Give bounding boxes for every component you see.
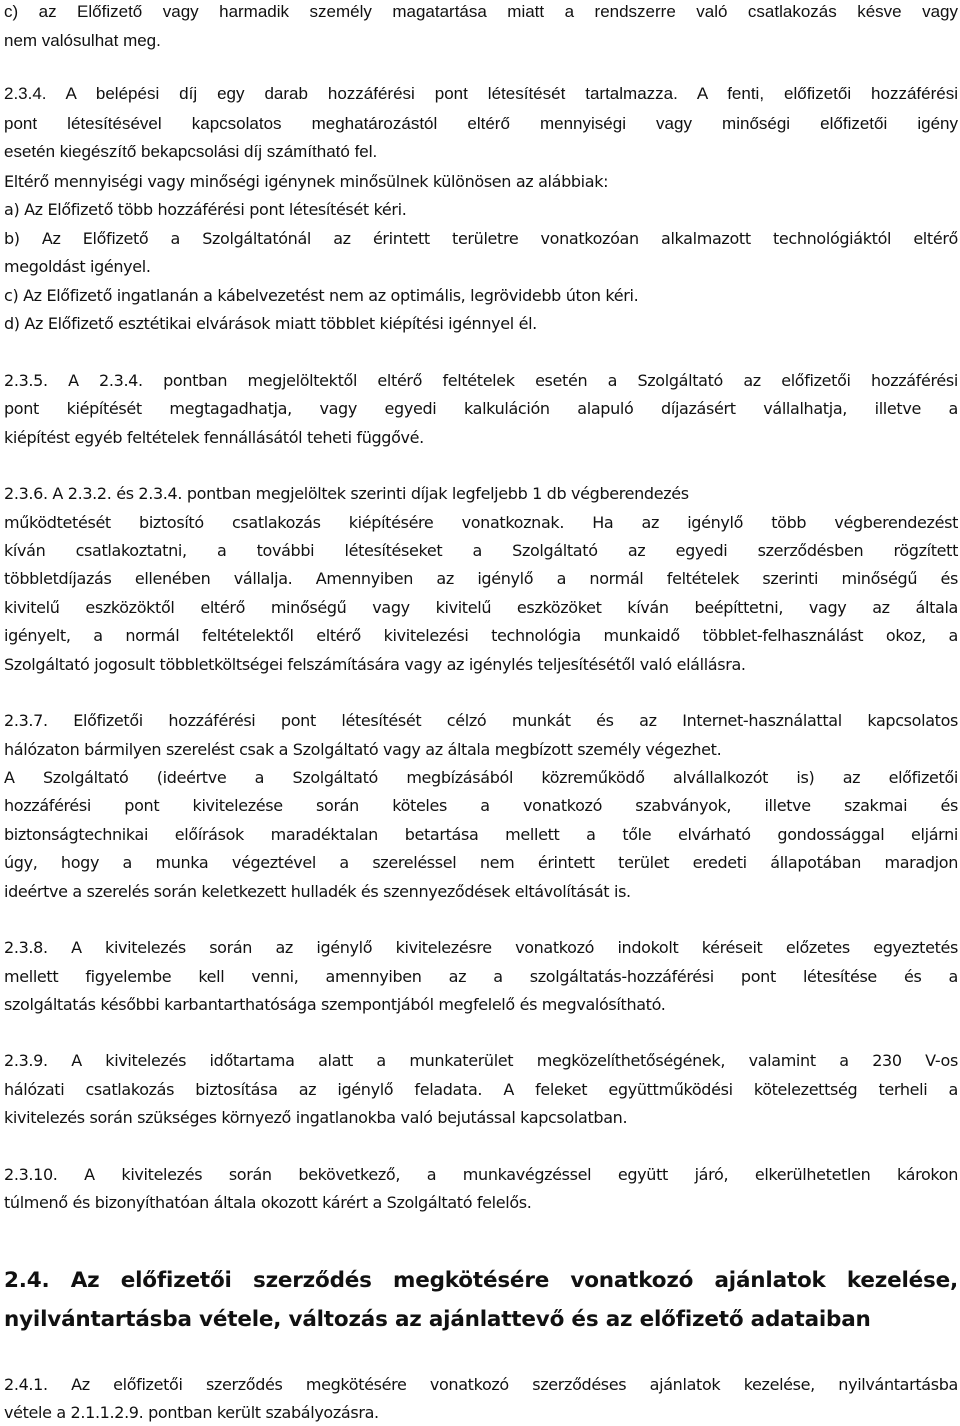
text-line: Szolgáltató jogosult többletköltségei felszámítására vagy az igénylés teljesítésétől való elállásra. (4, 655, 746, 674)
paragraph-2-3-8-line: 2.3.8. A kivitelezés során az igénylő kivitelezésre vonatkozó indokolt kéréseit előzetes egyeztetés (4, 938, 958, 957)
text-line: pont létesítésével kapcsolatos meghatározástól eltérő mennyiségi vagy minőségi előfizetői igény (4, 114, 958, 133)
text-line: kivitelezés során szükséges környező ingatlanokba való bejutással kapcsolatban. (4, 1108, 628, 1127)
text-line: többletdíjazás ellenében vállalja. Amennyiben az igénylő a normál feltételek szerinti minőségű és (4, 569, 958, 588)
text-line: túlmenő és bizonyíthatóan általa okozott kárért a Szolgáltató felelős. (4, 1193, 532, 1212)
paragraph-2-3-5-line: 2.3.5. A 2.3.4. pontban megjelöltektől eltérő feltételek esetén a Szolgáltató az előfizetői hozzáférési (4, 371, 958, 390)
paragraph-2-3-9-line: 2.3.9. A kivitelezés időtartama alatt a munkaterület megközelíthetőségének, valamint a 230 V-os (4, 1051, 958, 1070)
text-line: szolgáltatás későbbi karbantarthatósága szempontjából megfelelő és megvalósítható. (4, 995, 666, 1014)
list-item-c: c) Az Előfizető ingatlanán a kábelvezetést nem az optimális, legrövidebb úton kéri. (4, 286, 639, 305)
paragraph-2-4-1-line: 2.4.1. Az előfizetői szerződés megkötésére vonatkozó szerződéses ajánlatok kezelése, nyilvántartásba (4, 1375, 958, 1394)
text-line: kíván csatlakoztatni, a további létesítéseket a Szolgáltató az egyedi szerződésben rögzített (4, 541, 958, 560)
text-line: mellett figyelembe kell venni, amennyiben az a szolgáltatás-hozzáférési pont létesítése és a (4, 967, 958, 986)
text-line: megoldást igényel. (4, 257, 151, 276)
paragraph-2-3-10-line: 2.3.10. A kivitelezés során bekövetkező, a munkavégzéssel együtt járó, elkerülhetetlen károkon (4, 1165, 958, 1184)
list-item-d: d) Az Előfizető esztétikai elvárások miatt többlet kiépítési igénnyel él. (4, 314, 537, 333)
text-line: nem valósulhat meg. (4, 31, 161, 50)
text-line: kivitelű eszközöktől eltérő minőségű vagy kivitelű eszközöket kíván beépíttetni, vagy az általa (4, 598, 958, 617)
text-line: ideértve a szerelés során keletkezett hulladék és szennyeződések eltávolítását is. (4, 882, 631, 901)
text-line: pont kiépítését megtagadhatja, vagy egyedi kalkuláción alapuló díjazásért vállalhatja, illetve a (4, 399, 958, 418)
list-item-b: b) Az Előfizető a Szolgáltatónál az érintett területre vonatkozóan alkalmazott technológiáktól eltérő (4, 229, 958, 248)
text-line: esetén kiegészítő bekapcsolási díj számítható fel. (4, 142, 378, 161)
text-line: hálózaton bármilyen szerelést csak a Szolgáltató vagy az általa megbízott személy végezhet. (4, 740, 722, 759)
paragraph-2-3-7-line: 2.3.7. Előfizetői hozzáférési pont létesítését célzó munkát és az Internet-használattal kapcsolatos (4, 711, 958, 730)
paragraph-2-3-6-line: 2.3.6. A 2.3.2. és 2.3.4. pontban megjelöltek szerinti díjak legfeljebb 1 db végberendezés (4, 484, 689, 503)
text-line: vétele a 2.1.1.2.9. pontban került szabályozásra. (4, 1403, 379, 1422)
text-line: hálózati csatlakozás biztosítása az igénylő feladata. A feleket együttműködési kötelezettség terheli a (4, 1080, 958, 1099)
text-line: működtetését biztosító csatlakozás kiépítésére vonatkoznak. Ha az igénylő több végberendezést (4, 513, 958, 532)
text-line: kiépítést egyéb feltételek fennállásától teheti függővé. (4, 428, 424, 447)
text-line: biztonságtechnikai előírások maradéktalan betartása mellett a tőle elvárható gondossággal eljárni (4, 825, 958, 844)
text-line: igényelt, a normál feltételektől eltérő kivitelezési technológia munkaidő többlet-felhasználást okoz, a (4, 626, 958, 645)
section-heading-2-4-continued: nyilvántartásba vétele, változás az ajánlattevő és az előfizető adataiban (4, 1307, 871, 1332)
text-line: Eltérő mennyiségi vagy minőségi igénynek minősülnek különösen az alábbiak: (4, 172, 609, 191)
text-line: hozzáférési pont kivitelezése során köteles a vonatkozó szabványok, illetve szakmai és (4, 796, 958, 815)
paragraph-2-3-4-line: 2.3.4. A belépési díj egy darab hozzáférési pont létesítését tartalmazza. A fenti, előfizetői hozzáférési (4, 84, 958, 103)
section-heading-2-4: 2.4. Az előfizetői szerződés megkötésére vonatkozó ajánlatok kezelése, (4, 1268, 958, 1293)
text-line: úgy, hogy a munka végeztével a szereléssel nem érintett terület eredeti állapotában maradjon (4, 853, 958, 872)
text-line: A Szolgáltató (ideértve a Szolgáltató megbízásából közreműködő alvállalkozót is) az előfizetői (4, 768, 958, 787)
list-item-a: a) Az Előfizető több hozzáférési pont létesítését kéri. (4, 200, 407, 219)
text-line: c) az Előfizető vagy harmadik személy magatartása miatt a rendszerre való csatlakozás késve vagy (4, 2, 958, 21)
